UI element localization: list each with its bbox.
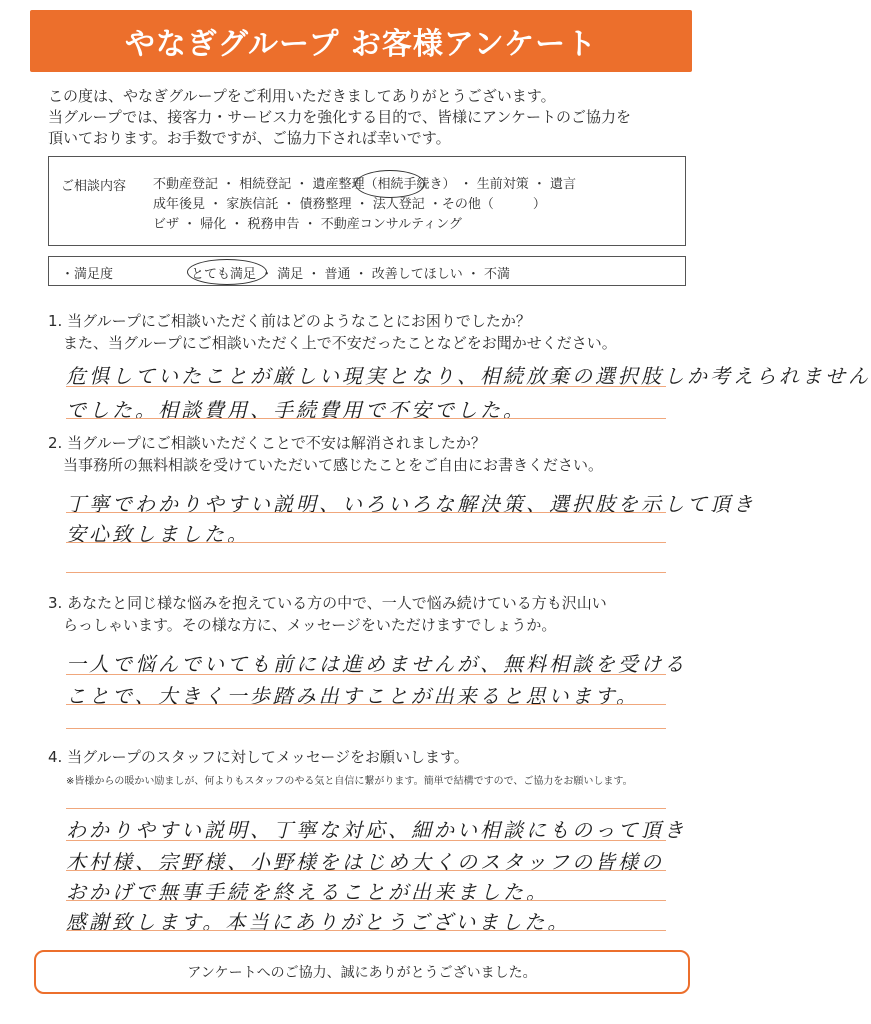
answer-rule	[66, 674, 666, 675]
answer-rule	[66, 512, 666, 513]
question-text: 1. 当グループにご相談いただく前はどのようなことにお困りでしたか？	[48, 312, 531, 330]
satisfaction-box	[48, 256, 686, 286]
intro-line: 頂いております。お手数ですが、ご協力下されば幸いです。	[48, 129, 451, 147]
handwritten-answer: 安心致しました。	[66, 522, 250, 546]
selected-circle-mark	[187, 259, 267, 285]
question-text: 当事務所の無料相談を受けていただいて感じたことをご自由にお書きください。	[48, 456, 604, 474]
answer-rule	[66, 840, 666, 841]
answer-rule	[66, 930, 666, 931]
footer-text: アンケートへのご協力、誠にありがとうございました。	[187, 965, 537, 981]
handwritten-answer: 感謝致します。本当にありがとうございました。	[66, 910, 571, 934]
intro-line: この度は、やなぎグループをご利用いただきましてありがとうございます。	[48, 87, 556, 105]
satisfaction-label: ・満足度	[61, 267, 114, 282]
answer-rule	[66, 728, 666, 729]
question-4-note: ※皆様からの暖かい励ましが、何よりもスタッフのやる気と自信に繋がります。簡単で結構ですので、ご協力をお願いします。	[66, 776, 633, 787]
consult-option-row: 不動産登記 ・ 相続登記 ・ 遺産整理（相続手続き） ・ 生前対策 ・ 遺言	[153, 177, 577, 192]
consult-content-label: ご相談内容	[61, 179, 127, 194]
answer-rule	[66, 870, 666, 871]
handwritten-answer: わかりやすい説明、丁寧な対応、細かい相談にものって頂き	[66, 818, 687, 842]
thank-you-footer	[34, 950, 690, 994]
handwritten-answer: 丁寧でわかりやすい説明、いろいろな解決策、選択肢を示して頂き	[66, 492, 756, 516]
satisfaction-options: とても満足 ・ 満足 ・ 普通 ・ 改善してほしい ・ 不満	[191, 267, 511, 282]
handwritten-answer: 危惧していたことが厳しい現実となり、相続放棄の選択肢しか考えられません	[66, 364, 871, 388]
answer-rule	[66, 542, 666, 543]
answer-rule	[66, 704, 666, 705]
question-text: らっしゃいます。その様な方に、メッセージをいただけますでしょうか。	[48, 616, 557, 634]
question-text: 4. 当グループのスタッフに対してメッセージをお願いします。	[48, 748, 469, 766]
consult-option-row: ビザ ・ 帰化 ・ 税務申告 ・ 不動産コンサルティング	[153, 217, 462, 232]
question-4	[48, 746, 698, 768]
intro-text	[48, 86, 688, 149]
survey-title: やなぎグループ お客様アンケート	[124, 27, 598, 62]
answer-rule	[66, 572, 666, 573]
consult-content-box	[48, 156, 686, 246]
handwritten-answer: 一人で悩んでいても前には進めませんが、無料相談を受ける	[66, 652, 687, 676]
question-3	[48, 592, 698, 636]
survey-header	[30, 10, 692, 72]
answer-rule	[66, 808, 666, 809]
consult-option-row: 成年後見 ・ 家族信託 ・ 債務整理 ・ 法人登記 ・その他（ ）	[153, 197, 546, 212]
question-text: 3. あなたと同じ様な悩みを抱えている方の中で、一人で悩み続けている方も沢山い	[48, 594, 607, 612]
question-2	[48, 432, 698, 476]
handwritten-answer: でした。相談費用、手続費用で不安でした。	[66, 398, 526, 422]
question-text: また、当グループにご相談いただく上で不安だったことなどをお聞かせください。	[48, 334, 617, 352]
answer-rule	[66, 386, 666, 387]
answer-rule	[66, 900, 666, 901]
question-text: 2. 当グループにご相談いただくことで不安は解消されましたか？	[48, 434, 486, 452]
selected-circle-mark	[355, 170, 425, 198]
answer-rule	[66, 418, 666, 419]
handwritten-answer: ことで、大きく一歩踏み出すことが出来ると思います。	[66, 684, 639, 708]
intro-line: 当グループでは、接客力・サービス力を強化する目的で、皆様にアンケートのご協力を	[48, 108, 632, 126]
handwritten-answer: おかげで無事手続を終えることが出来ました。	[66, 880, 549, 904]
handwritten-answer: 木村様、宗野様、小野様をはじめ大くのスタッフの皆様の	[66, 850, 664, 874]
question-1	[48, 310, 698, 354]
